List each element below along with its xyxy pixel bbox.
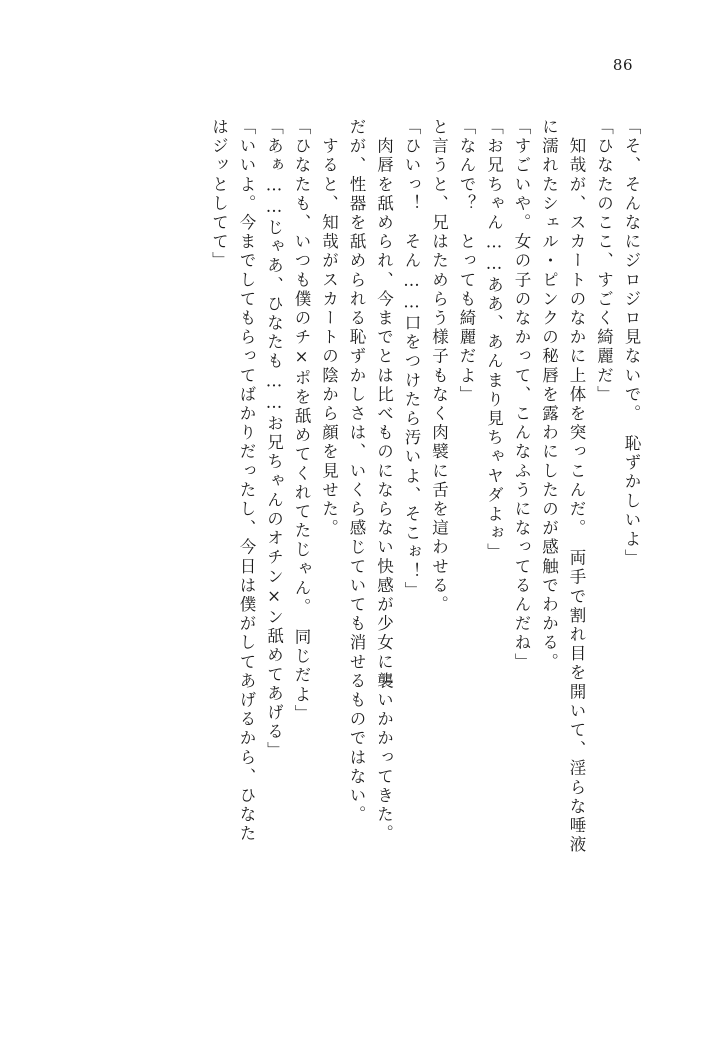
text-line: 「ひなたのここ、すごく綺麗だ」 <box>594 118 614 405</box>
text-line: 「お兄ちゃん……ああ、あんまり見ちゃヤダよぉ」 <box>484 118 504 563</box>
text-line: 「いいよ。今までしてもらってばかりだったし、今日は僕がしてあげるから、ひなた <box>237 118 256 844</box>
vertical-text-block <box>199 118 639 948</box>
text-line: はジッとしてて」 <box>209 118 229 271</box>
page-number: 86 <box>612 56 633 74</box>
text-line: 知哉が、スカートのなかに上体を突っこんだ。 両手で割れ目を開いて、淫らな唾液 <box>567 118 586 855</box>
text-line: に濡れたシェル・ピンクの秘唇を露わにしたのが感触でわかる。 <box>539 118 559 672</box>
text-line: 「あぁ……じゃあ、ひなたも……お兄ちゃんのオチン×ン舐めてあげる」 <box>264 118 284 761</box>
text-line: 「ひいっ！ そん……口をつけたら汚いよ、そこぉ！」 <box>402 118 421 601</box>
text-line: 肉唇を舐められ、今までとは比べものにならない快感が少女に襲いかかってきた。 <box>374 118 394 844</box>
text-line: 「ひなたも、いつも僕のチ×ポを舐めてくれてたじゃん。 同じだよ」 <box>292 118 311 724</box>
text-line: 「なんで？ とっても綺麗だよ」 <box>457 118 476 405</box>
text-line: だが、性器を舐められる恥ずかしさは、いくら感じていても消せるものではない。 <box>347 118 366 825</box>
text-line: と言うと、兄はためらう様子もなく肉襞に舌を這わせる。 <box>429 118 449 615</box>
text-line: 「すごいや。女の子のなかって、こんなふうになってるんだね」 <box>512 118 531 672</box>
text-line: 「そ、そんなにジロジロ見ないで。 恥ずかしいよ」 <box>622 118 641 569</box>
text-line: すると、知哉がスカートの陰から顔を見せた。 <box>319 118 339 539</box>
